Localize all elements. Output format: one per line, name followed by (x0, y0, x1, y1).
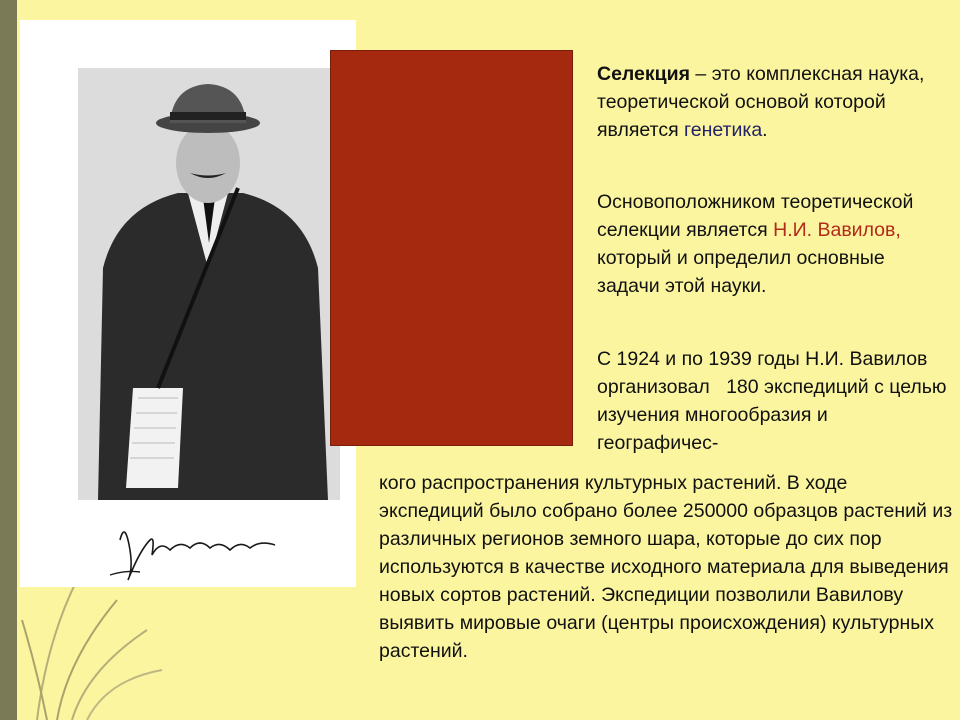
founder-name: Н.И. Вавилов, (773, 219, 901, 241)
definition-text-b: . (762, 119, 768, 141)
portrait-card (20, 20, 356, 587)
expeditions-continued-text: кого распространения культурных растений. В ходе экспедиций было собрано более 250000 образцов растений из различных регионов земного шара, которые до сих пор используются в качестве исходного материала для выведения новых сортов растений. Экспедиции позволили Вавилову выявить мировые очаги (центры происхождения) культурных растений. (379, 472, 953, 662)
paragraph-founder (597, 188, 947, 300)
red-accent-box (330, 50, 573, 446)
paragraph-expeditions-continued (379, 469, 954, 665)
definition-text-a: – это комплексная наука, теоретической основой которой является (597, 63, 925, 141)
paragraph-expeditions (597, 345, 952, 457)
term-selection: Селекция (597, 63, 691, 85)
founder-text-a: Основоположником теоретической селекции является (597, 191, 914, 241)
signature (100, 510, 300, 590)
expeditions-text: С 1924 и по 1939 годы Н.И. Вавилов организовал 180 экспедиций с целью изучения многообразия и географичес- (597, 348, 952, 454)
term-genetics: генетика (684, 119, 763, 141)
founder-text-b: который и определил основные задачи этой науки. (597, 247, 885, 297)
left-decor-bar (0, 0, 17, 720)
paragraph-definition (597, 60, 947, 144)
portrait-photo (78, 68, 340, 500)
